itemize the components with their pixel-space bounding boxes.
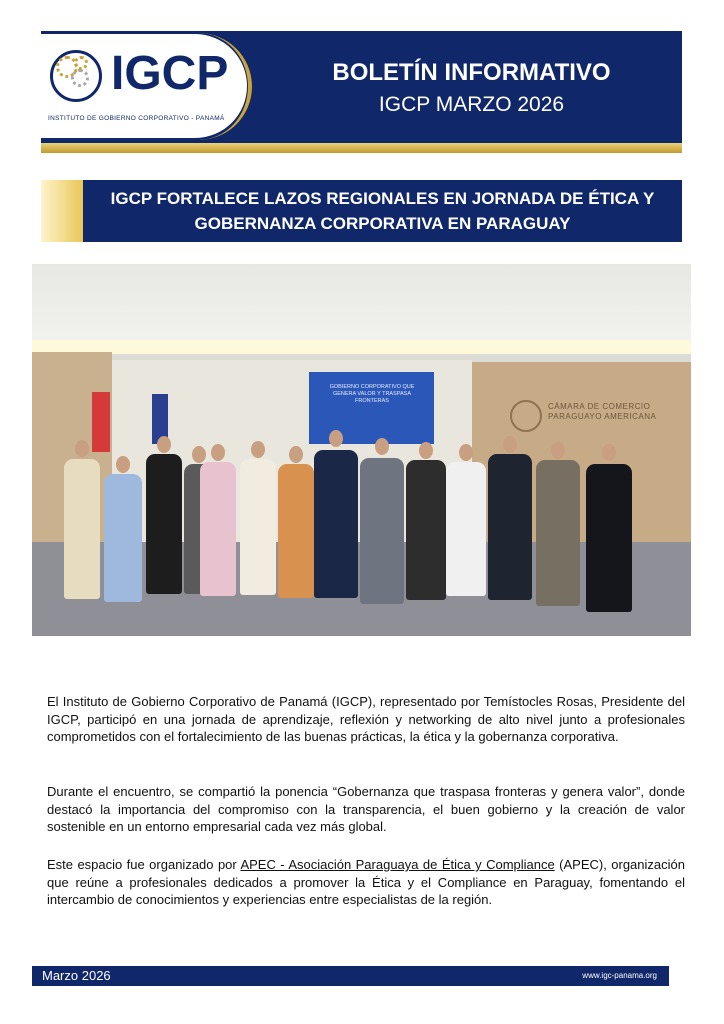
headline-line-1: IGCP FORTALECE LAZOS REGIONALES EN JORNADA DE ÉTICA Y [110, 189, 655, 208]
person-head [211, 444, 225, 461]
person-head [289, 446, 303, 463]
photo-ceiling [32, 264, 691, 350]
person-head [192, 446, 206, 463]
person-head [602, 444, 616, 461]
newsletter-edition: IGCP MARZO 2026 [378, 93, 565, 116]
logo-plate [41, 34, 247, 138]
article-headline [83, 180, 682, 242]
footer-bar [32, 966, 669, 986]
person-head [251, 441, 265, 458]
person-figure [104, 474, 142, 602]
person-head [157, 436, 171, 453]
person-figure [240, 459, 276, 595]
person-figure [314, 450, 358, 598]
person-figure [446, 462, 486, 596]
person-figure [586, 464, 632, 612]
article-paragraph-3 [47, 856, 685, 909]
person-head [375, 438, 389, 455]
logo-subtitle: INSTITUTO DE GOBIERNO CORPORATIVO - PANAMÁ [48, 115, 225, 122]
logo-text: IGCP [111, 47, 229, 100]
screen-text: GOBIERNO CORPORATIVO QUE GENERA VALOR Y TRASPASA FRONTERAS [329, 384, 415, 404]
newsletter-title: BOLETÍN INFORMATIVO [332, 59, 611, 86]
person-head [459, 444, 473, 461]
footer-website[interactable]: www.igc-panama.org [582, 971, 657, 980]
person-head [419, 442, 433, 459]
person-head [551, 442, 565, 459]
footer-date: Marzo 2026 [42, 968, 111, 983]
flag-icon [92, 392, 110, 452]
projection-screen [309, 372, 434, 444]
person-head [329, 430, 343, 447]
plaque-text: CÁMARA DE COMERCIO PARAGUAYO AMERICANA [548, 402, 657, 421]
paragraph-3-rest: (APEC), organización que reúne a profesionales dedicados a promover la Ética y el Compliance en Paraguay, fomentando el intercambio de conocimientos y experiencias entre especialistas de la región. [47, 857, 685, 908]
person-figure [146, 454, 182, 594]
paragraph-3-intro: Este espacio fue organizado por [47, 857, 241, 872]
photo-ceiling-light [32, 340, 691, 354]
person-head [503, 436, 517, 453]
header-banner [41, 31, 682, 143]
person-figure [536, 460, 580, 606]
article-paragraph-2: Durante el encuentro, se compartió la ponencia “Gobernanza que traspasa fronteras y genera valor”, donde destacó la importancia del compromiso con la transparencia, el buen gobierno y la creación de valor sostenible en un entorno empresarial cada vez más global. [47, 784, 685, 835]
person-head [116, 456, 130, 473]
person-figure [488, 454, 532, 600]
article-paragraph-1: El Instituto de Gobierno Corporativo de Panamá (IGCP), representado por Temístocles Rosas, Presidente del IGCP, participó en una jornada de aprendizaje, reflexión y networking de alto nivel junto a profesionales comprometidos con el fortalecimiento de las buenas prácticas, la ética y la gobernanza corporativa. [47, 694, 685, 745]
gear-icon [71, 69, 89, 87]
person-figure [64, 459, 100, 599]
group-photo [32, 264, 691, 636]
person-figure [200, 462, 236, 596]
headline-accent [41, 180, 83, 242]
apec-link[interactable]: APEC - Asociación Paraguaya de Ética y Compliance [240, 857, 555, 872]
chamber-seal-icon [510, 400, 542, 432]
person-figure [278, 464, 314, 598]
person-head [75, 440, 89, 457]
gold-divider [41, 143, 682, 153]
headline-line-2: GOBERNANZA CORPORATIVA EN PARAGUAY [194, 214, 571, 233]
person-figure [406, 460, 446, 600]
gear-icon [74, 56, 88, 70]
person-figure [360, 458, 404, 604]
